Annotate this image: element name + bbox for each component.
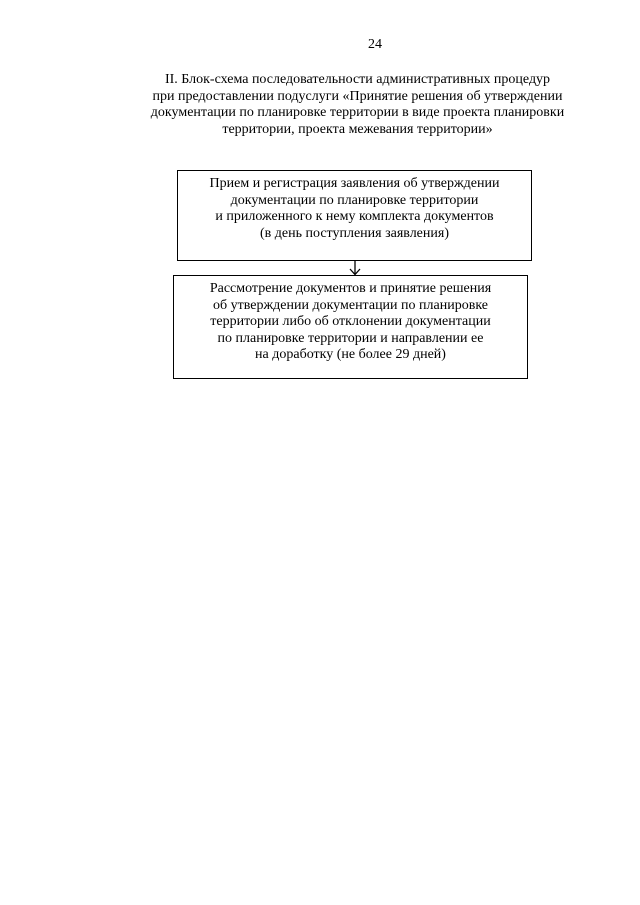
section-title bbox=[110, 72, 605, 138]
flowchart-step-review-decision bbox=[173, 275, 528, 379]
step-text-line: (в день поступления заявления) bbox=[260, 225, 449, 241]
step-text-line: об утверждении документации по планировке bbox=[212, 297, 488, 313]
flowchart-arrow bbox=[345, 260, 365, 276]
step-text-line: и приложенного к нему комплекта документов bbox=[215, 209, 494, 224]
step-text-line: документации по планировке территории bbox=[230, 192, 479, 208]
step-text-line: на доработку (не более 29 дней) bbox=[255, 347, 446, 362]
step-text-line: территории либо об отклонении документации bbox=[210, 314, 491, 329]
section-title-line: II. Блок-схема последовательности административных процедур bbox=[164, 72, 551, 87]
section-title-line: при предоставлении подуслуги «Принятие решения об утверждении bbox=[152, 88, 563, 104]
step-text-line: по планировке территории и направлении ее bbox=[217, 330, 484, 346]
flowchart-step-registration bbox=[177, 170, 532, 261]
page-number: 24 bbox=[368, 37, 382, 52]
step-text-line: Рассмотрение документов и принятие решения bbox=[209, 281, 492, 296]
section-title-line: территории, проекта межевания территории» bbox=[222, 121, 493, 137]
step-text-line: Прием и регистрация заявления об утверждении bbox=[209, 176, 500, 191]
section-title-line: документации по планировке территории в виде проекта планировки bbox=[150, 105, 565, 120]
